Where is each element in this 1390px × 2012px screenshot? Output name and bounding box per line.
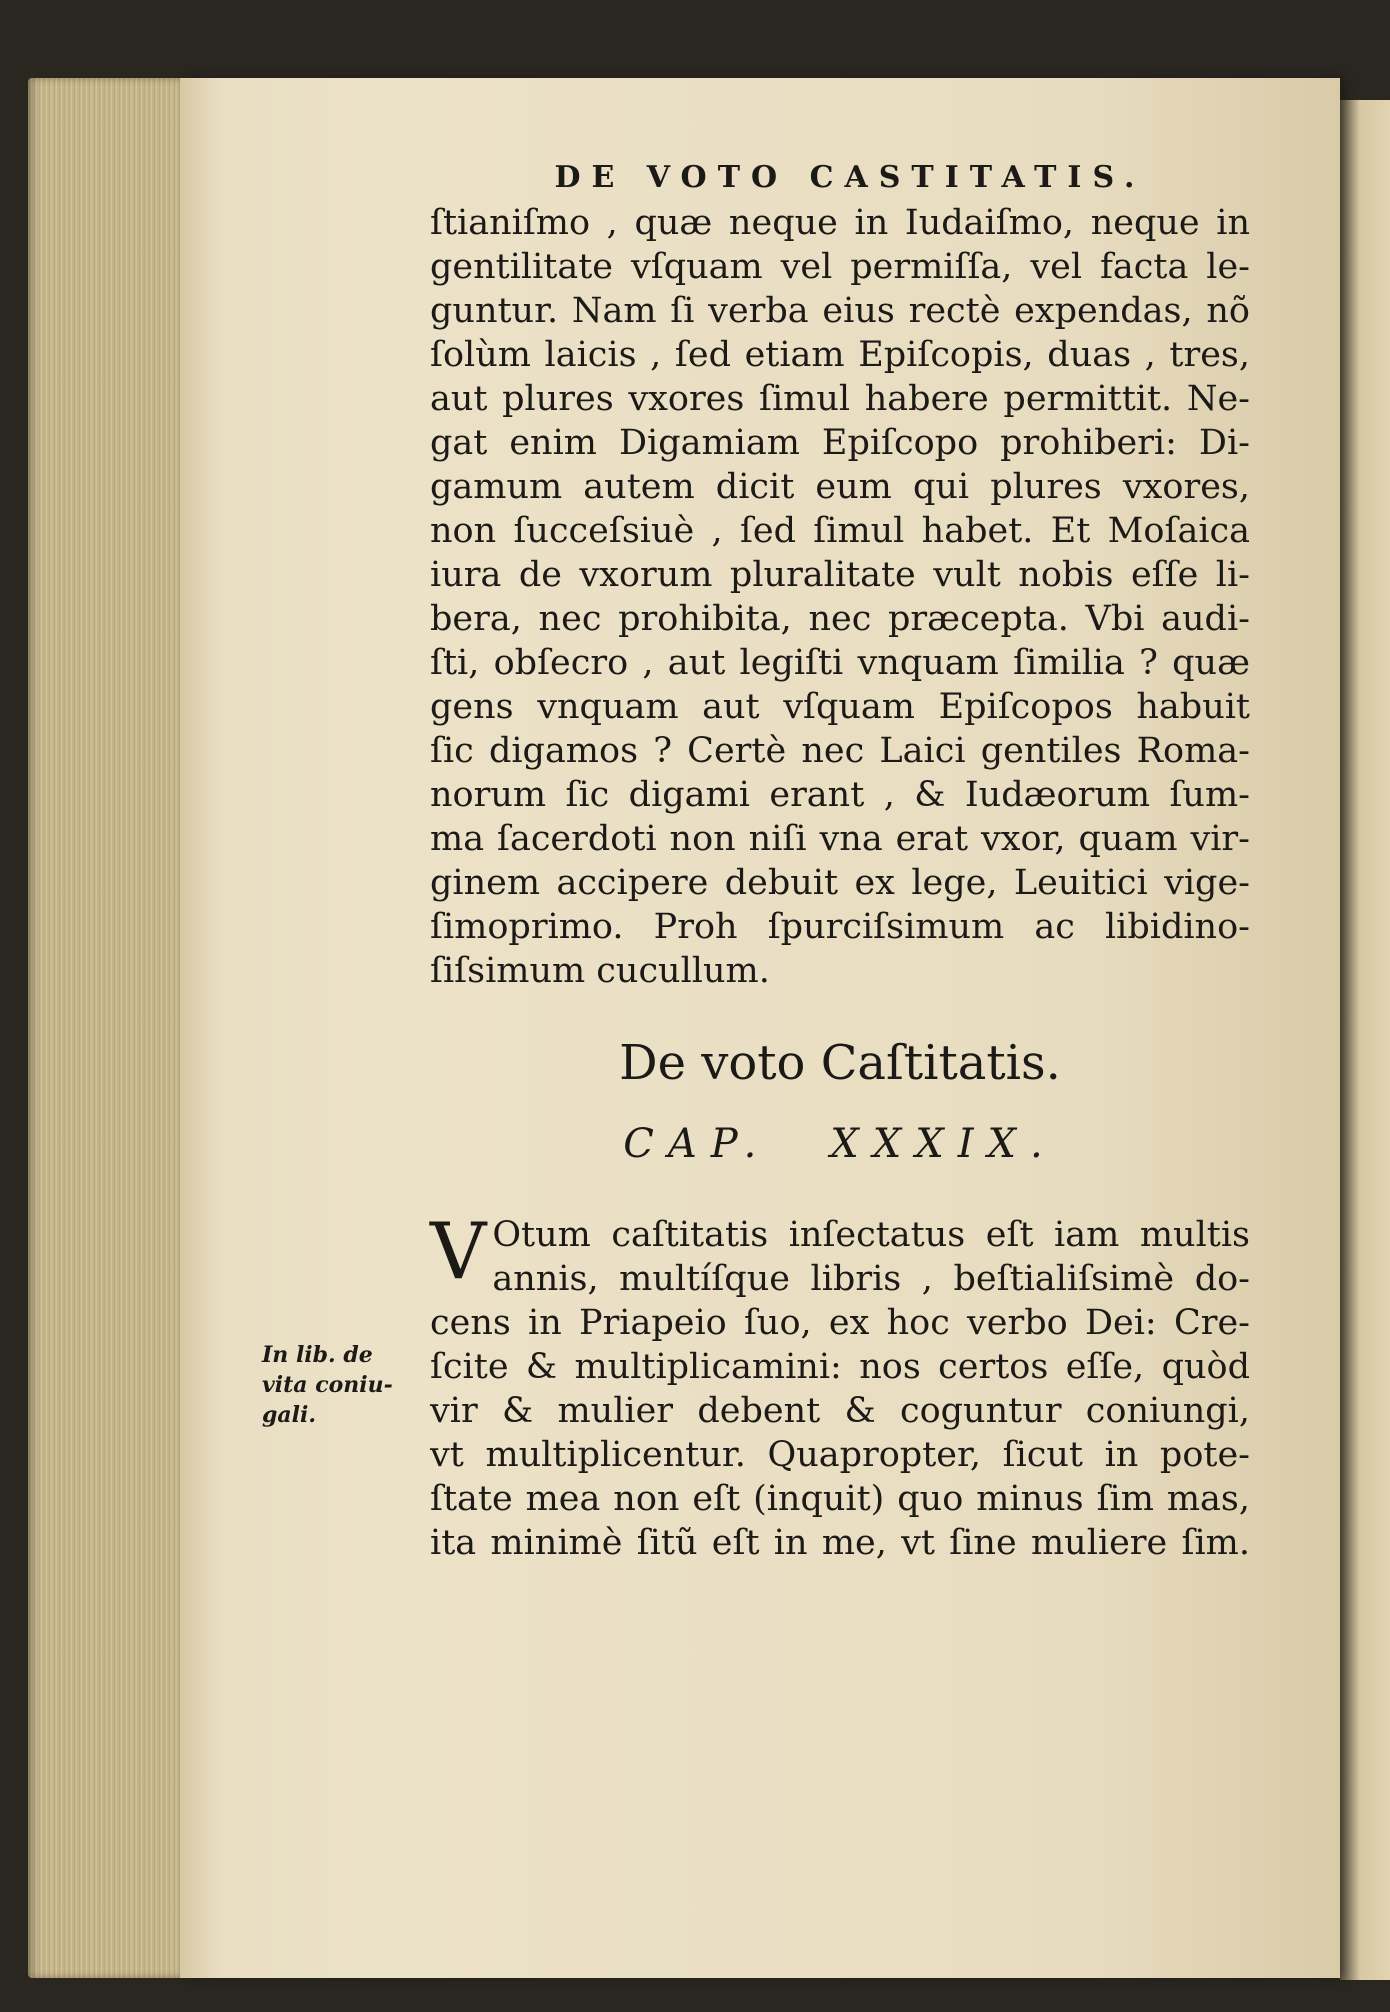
paragraph-2 <box>430 1207 1250 1565</box>
text-line: ita minimè ſitũ eſt in me, vt ſine muliere ſim. <box>430 1523 1250 1563</box>
marginal-line: In lib. de <box>262 1342 373 1368</box>
marginal-line: vita coniu- <box>262 1372 393 1398</box>
chapter-numeral: XXXIX. <box>830 1121 1057 1167</box>
text-line: iura de vxorum pluralitate vult nobis eſſe li- <box>430 555 1250 595</box>
text-line: ſtate mea non eſt (inquit) quo minus ſim mas, <box>430 1479 1250 1519</box>
chapter-number <box>430 1121 1250 1167</box>
marginal-line: gali. <box>262 1402 317 1428</box>
text-line: gat enim Digamiam Epiſcopo prohiberi: Di- <box>430 423 1250 463</box>
text-line: ſimoprimo. Proh ſpurciſsimum ac libidino- <box>430 907 1250 947</box>
chapter-title: De voto Caſtitatis. <box>619 1035 1061 1091</box>
text-line: bera, nec prohibita, nec præcepta. Vbi audi- <box>430 599 1250 639</box>
opening-lines <box>430 1207 1250 1301</box>
marginal-note <box>262 1340 392 1430</box>
text-line: gentilitate vſquam vel permiſſa, vel facta le- <box>430 247 1250 287</box>
text-line: ſiſsimum cucullum. <box>430 951 770 991</box>
text-line: vir & mulier debent & coguntur coniungi, <box>430 1391 1250 1431</box>
text-line: ſic digamos ? Certè nec Laici gentiles Roma- <box>430 731 1250 771</box>
text-line: ſti, obſecro , aut legiſti vnquam ſimilia ? quæ <box>430 643 1250 683</box>
text-line: ginem accipere debuit ex lege, Leuitici vige- <box>430 863 1250 903</box>
text-line: non ſucceſsiuè , ſed ſimul habet. Et Moſaica <box>430 511 1250 551</box>
paragraph-1 <box>430 201 1250 993</box>
text-line: guntur. Nam ſi verba eius rectè expendas, nõ <box>430 291 1250 331</box>
text-line: annis, multíſque libris , beſtialiſsimè do- <box>492 1259 1250 1299</box>
chapter-label: CAP. <box>623 1121 771 1167</box>
text-line: aut plures vxores ſimul habere permittit. Ne- <box>430 379 1250 419</box>
facing-page-edge <box>1340 100 1390 1980</box>
text-line: Otum caſtitatis inſectatus eſt iam multis <box>492 1215 1250 1255</box>
text-line: vt multiplicentur. Quapropter, ſicut in pote- <box>430 1435 1250 1475</box>
text-line: gamum autem dicit eum qui plures vxores, <box>430 467 1250 507</box>
drop-cap: V <box>430 1207 487 1297</box>
text-line: ſcite & multiplicamini: nos certos eſſe, quòd <box>430 1347 1250 1387</box>
text-line: ma ſacerdoti non niſi vna erat vxor, quam vir- <box>430 819 1250 859</box>
text-line: ſtianiſmo , quæ neque in Iudaiſmo, neque in <box>430 203 1250 243</box>
text-line: norum ſic digami erant , & Iudæorum ſum- <box>430 775 1250 815</box>
text-line: gens vnquam aut vſquam Epiſcopos habuit <box>430 687 1250 727</box>
running-head: DE VOTO CASTITATIS. <box>554 160 1146 195</box>
page-text <box>430 160 1250 1565</box>
text-line: ſolùm laicis , ſed etiam Epiſcopis, duas , tres, <box>430 335 1250 375</box>
text-line: cens in Priapeio ſuo, ex hoc verbo Dei: Cre- <box>430 1303 1250 1343</box>
